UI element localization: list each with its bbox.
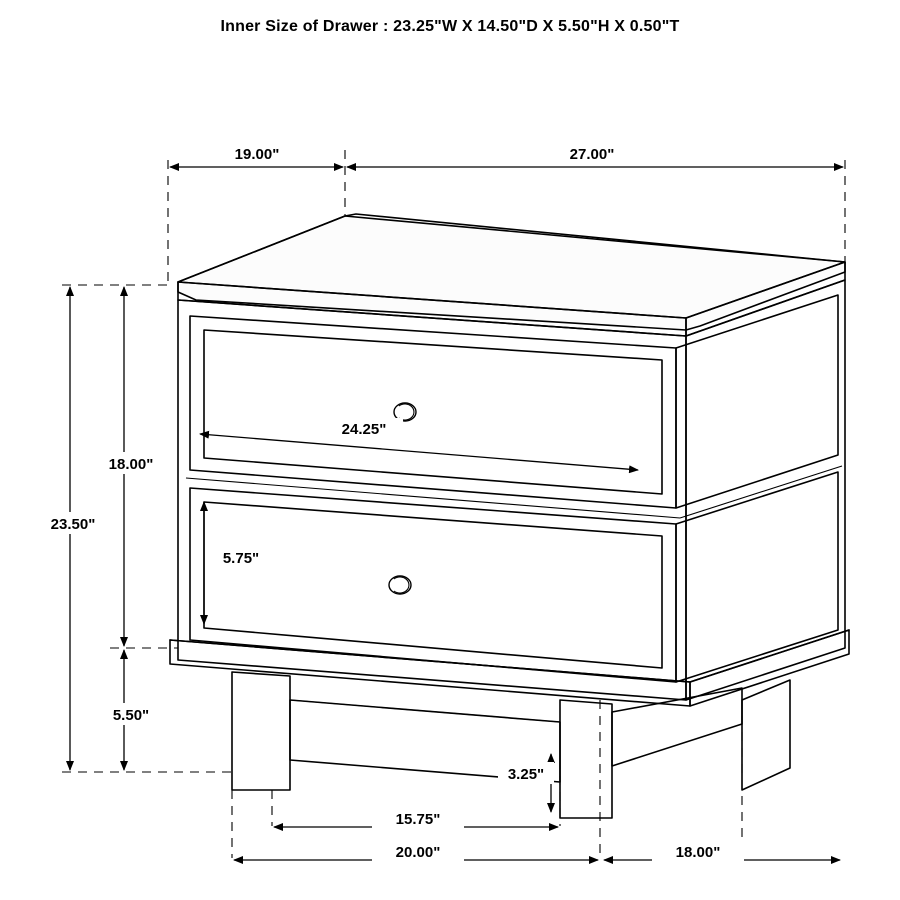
- label-3-25: 3.25": [507, 766, 545, 783]
- page-title: Inner Size of Drawer : 23.25"W X 14.50"D X 5.50"H X 0.50"T: [220, 18, 680, 35]
- label-19-00: 19.00": [234, 146, 280, 163]
- drawer-lower[interactable]: [190, 472, 838, 682]
- drawer-upper[interactable]: [186, 295, 842, 518]
- label-15-75: 15.75": [395, 811, 441, 828]
- dimension-top-left-19: [170, 143, 343, 167]
- label-18-00-side: 18.00": [675, 844, 721, 861]
- dimension-drawer-height-5-75: [204, 502, 272, 624]
- nightstand-body: [170, 214, 849, 818]
- label-18-00: 18.00": [108, 456, 154, 473]
- base-legs: [232, 672, 790, 818]
- label-23-50: 23.50": [50, 516, 96, 533]
- drawer-knob-lower[interactable]: [389, 576, 411, 594]
- dimension-base-inner-15-75: [274, 808, 558, 828]
- dimension-bottom-front-20-00: [234, 841, 598, 861]
- dimension-bottom-side-18-00: [604, 841, 840, 861]
- label-5-75: 5.75": [222, 550, 260, 567]
- dimension-overall-height-23-50: [40, 287, 106, 770]
- label-5-50: 5.50": [112, 707, 150, 724]
- dimension-stretcher-height-3-25: [498, 754, 554, 812]
- label-24-25: 24.25": [341, 421, 387, 438]
- label-20-00: 20.00": [395, 844, 441, 861]
- label-27-00: 27.00": [569, 146, 615, 163]
- dimension-cabinet-height-18-00: [98, 287, 164, 646]
- dimension-leg-height-5-50: [100, 650, 162, 770]
- dimension-top-right-27: [347, 143, 843, 167]
